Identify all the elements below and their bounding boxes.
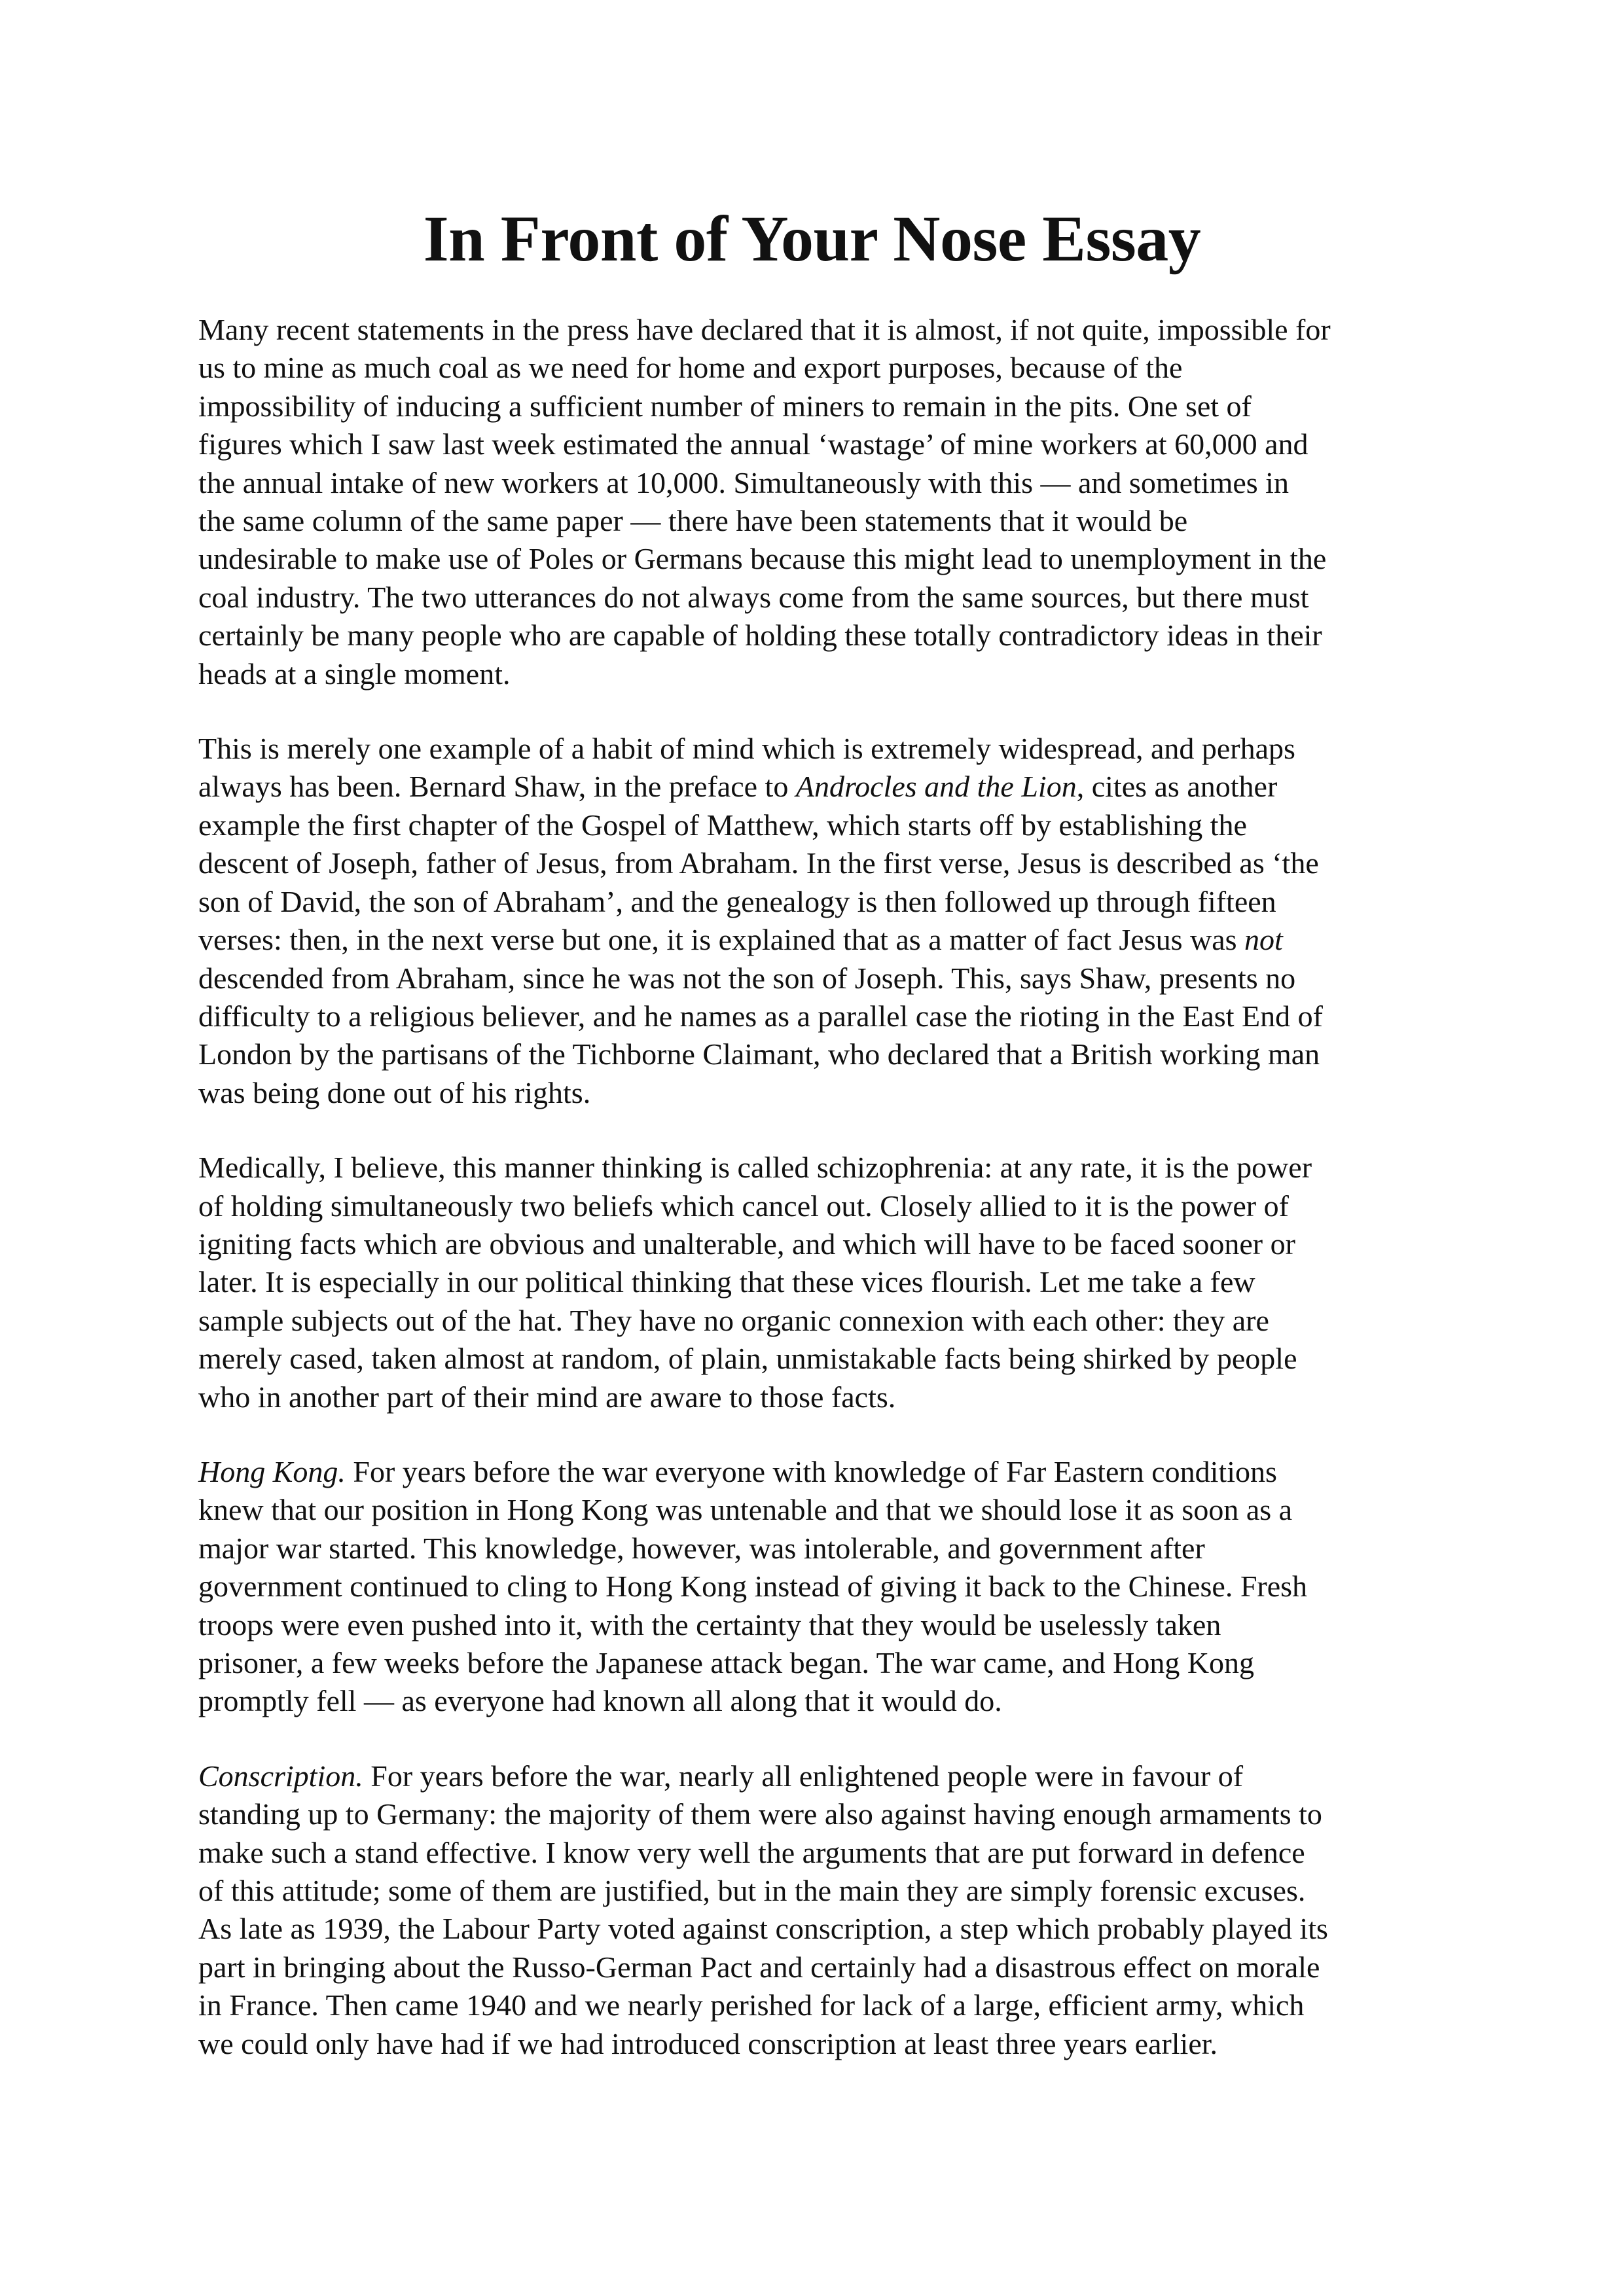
- text-run: difficulty to a religious believer, and he names as a parallel case the rioting in the East End of: [198, 999, 1323, 1033]
- text-line: [198, 1035, 1445, 1073]
- text-run: later. It is especially in our political thinking that these vices flourish. Let me take a few: [198, 1265, 1255, 1299]
- italic-text: not: [1244, 923, 1283, 957]
- text-line: [198, 579, 1445, 617]
- paragraph: [198, 311, 1445, 693]
- text-run: descent of Joseph, father of Jesus, from Abraham. In the first verse, Jesus is described as ‘the: [198, 846, 1319, 880]
- text-line: [198, 1263, 1445, 1301]
- paragraph: [198, 730, 1445, 1112]
- text-run: was being done out of his rights.: [198, 1075, 591, 1109]
- paragraph: [198, 1149, 1445, 1416]
- text-run: , cites as another: [1076, 770, 1278, 804]
- text-run: London by the partisans of the Tichborne Claimant, who declared that a British working man: [198, 1037, 1320, 1071]
- text-line: [198, 1302, 1445, 1340]
- text-line: [198, 617, 1445, 655]
- text-line: [198, 464, 1445, 502]
- text-run: standing up to Germany: the majority of them were also against having enough armaments to: [198, 1797, 1322, 1831]
- text-run: This is merely one example of a habit of mind which is extremely widespread, and perhaps: [198, 732, 1295, 766]
- text-line: [198, 1187, 1445, 1225]
- text-run: igniting facts which are obvious and unalterable, and which will have to be faced sooner or: [198, 1227, 1295, 1261]
- text-run: coal industry. The two utterances do not always come from the same sources, but there must: [198, 580, 1309, 614]
- text-line: [198, 1795, 1445, 1833]
- text-run: sample subjects out of the hat. They have no organic connexion with each other: they are: [198, 1303, 1269, 1337]
- text-run: impossibility of inducing a sufficient number of miners to remain in the pits. One set of: [198, 389, 1252, 423]
- italic-text: Androcles and the Lion: [795, 770, 1077, 804]
- text-line: [198, 1530, 1445, 1568]
- text-run: figures which I saw last week estimated the annual ‘wastage’ of mine workers at 60,000 and: [198, 427, 1308, 461]
- text-run: knew that our position in Hong Kong was untenable and that we should lose it as soon as a: [198, 1493, 1293, 1527]
- text-line: [198, 387, 1445, 425]
- text-run: who in another part of their mind are aware to those facts.: [198, 1380, 896, 1414]
- text-run: certainly be many people who are capable of holding these totally contradictory ideas in their: [198, 619, 1322, 653]
- text-line: [198, 1149, 1445, 1187]
- text-run: troops were even pushed into it, with the certainty that they would be uselessly taken: [198, 1607, 1221, 1641]
- text-line: [198, 1568, 1445, 1605]
- text-run: part in bringing about the Russo-German Pact and certainly had a disastrous effect on morale: [198, 1950, 1320, 1984]
- page-title: In Front of Your Nose Essay: [423, 202, 1201, 275]
- text-line: [198, 1682, 1445, 1720]
- text-line: [198, 1948, 1445, 1986]
- text-run: example the first chapter of the Gospel of Matthew, which starts off by establishing the: [198, 808, 1247, 842]
- text-run: heads at a single moment.: [198, 656, 511, 691]
- text-line: [198, 806, 1445, 844]
- italic-text: Hong Kong.: [198, 1454, 346, 1488]
- text-run: us to mine as much coal as we need for home and export purposes, because of the: [198, 351, 1183, 385]
- text-line: [198, 1453, 1445, 1491]
- text-line: [198, 655, 1445, 693]
- text-line: [198, 1491, 1445, 1529]
- text-line: [198, 1757, 1445, 1795]
- text-line: [198, 1644, 1445, 1682]
- text-line: [198, 502, 1445, 540]
- text-line: [198, 1872, 1445, 1910]
- text-line: [198, 960, 1445, 997]
- paragraph: [198, 1757, 1445, 2063]
- text-run: the same column of the same paper — there have been statements that it would be: [198, 504, 1188, 538]
- text-line: [198, 1834, 1445, 1872]
- text-run: son of David, the son of Abraham’, and the genealogy is then followed up through fifteen: [198, 884, 1276, 918]
- text-run: in France. Then came 1940 and we nearly perished for lack of a large, efficient army, which: [198, 1988, 1305, 2022]
- text-run: promptly fell — as everyone had known all along that it would do.: [198, 1684, 1002, 1718]
- text-line: [198, 844, 1445, 882]
- text-run: Many recent statements in the press have declared that it is almost, if not quite, impossible for: [198, 313, 1331, 346]
- text-run: undesirable to make use of Poles or Germans because this might lead to unemployment in the: [198, 542, 1327, 576]
- text-line: [198, 1378, 1445, 1416]
- text-run: make such a stand effective. I know very well the arguments that are put forward in defence: [198, 1835, 1305, 1869]
- text-run: major war started. This knowledge, however, was intolerable, and government after: [198, 1531, 1205, 1565]
- text-run: For years before the war, nearly all enlightened people were in favour of: [363, 1759, 1244, 1793]
- text-run: of this attitude; some of them are justified, but in the main they are simply forensic excuses.: [198, 1874, 1306, 1908]
- text-line: [198, 921, 1445, 959]
- text-run: For years before the war everyone with knowledge of Far Eastern conditions: [345, 1454, 1277, 1488]
- text-run: always has been. Bernard Shaw, in the preface to: [198, 770, 796, 804]
- text-line: [198, 349, 1445, 387]
- text-line: [198, 768, 1445, 806]
- text-line: [198, 425, 1445, 463]
- text-run: verses: then, in the next verse but one, it is explained that as a matter of fact Jesus was: [198, 923, 1245, 957]
- text-line: [198, 540, 1445, 578]
- text-run: prisoner, a few weeks before the Japanese attack began. The war came, and Hong Kong: [198, 1646, 1255, 1679]
- text-run: descended from Abraham, since he was not the son of Joseph. This, says Shaw, presents no: [198, 961, 1296, 995]
- paragraph: [198, 1453, 1445, 1721]
- text-run: of holding simultaneously two beliefs which cancel out. Closely allied to it is the power of: [198, 1189, 1289, 1223]
- italic-text: Conscription.: [198, 1759, 363, 1793]
- essay-body: [198, 311, 1445, 2100]
- text-line: [198, 1074, 1445, 1112]
- text-line: [198, 1910, 1445, 1948]
- text-line: [198, 311, 1445, 349]
- text-line: [198, 1986, 1445, 2024]
- text-run: the annual intake of new workers at 10,000. Simultaneously with this — and sometimes in: [198, 465, 1289, 499]
- text-run: merely cased, taken almost at random, of plain, unmistakable facts being shirked by people: [198, 1342, 1297, 1376]
- text-line: [198, 730, 1445, 768]
- text-run: we could only have had if we had introduced conscription at least three years earlier.: [198, 2026, 1218, 2060]
- text-run: government continued to cling to Hong Kong instead of giving it back to the Chinese. Fresh: [198, 1570, 1308, 1604]
- text-line: [198, 1340, 1445, 1378]
- text-run: As late as 1939, the Labour Party voted against conscription, a step which probably played its: [198, 1912, 1328, 1946]
- text-run: Medically, I believe, this manner thinking is called schizophrenia: at any rate, it is the power: [198, 1151, 1312, 1185]
- text-line: [198, 997, 1445, 1035]
- text-line: [198, 1606, 1445, 1644]
- text-line: [198, 883, 1445, 921]
- text-line: [198, 2025, 1445, 2063]
- text-line: [198, 1225, 1445, 1263]
